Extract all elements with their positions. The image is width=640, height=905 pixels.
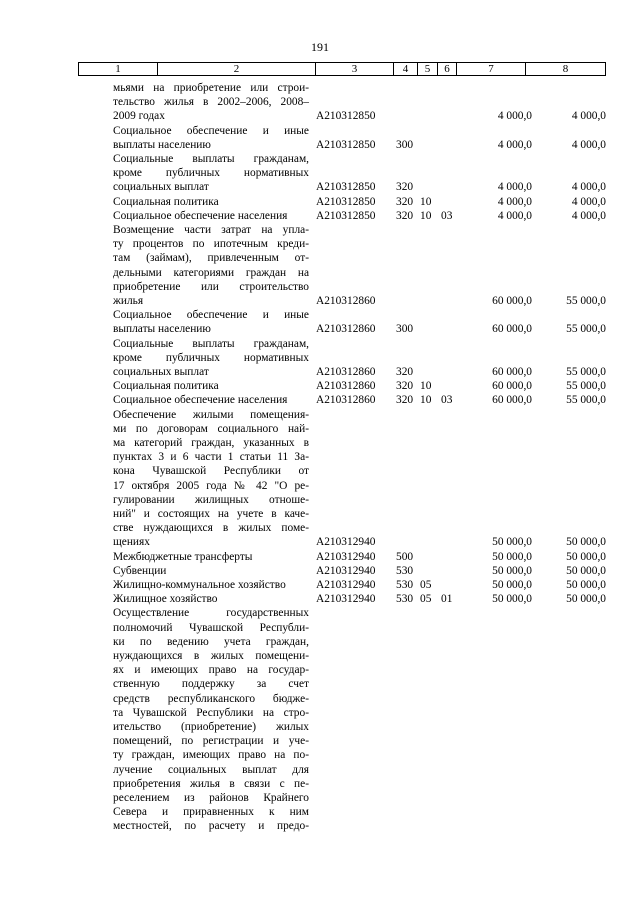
row-code: А210312860 (316, 323, 376, 336)
row-code: А210312940 (316, 564, 376, 577)
row-value-2014: 60 000,0 (492, 366, 532, 378)
row-value-2015: 55 000,0 (566, 366, 606, 378)
table-row (0, 152, 640, 166)
table-row (0, 692, 640, 706)
table-row (0, 209, 640, 223)
table-row (0, 791, 640, 805)
row-name: полномочий Чувашской Республи- (113, 621, 309, 634)
row-name: стве нуждающихся в жилых поме- (113, 522, 309, 535)
table-row (0, 748, 640, 762)
row-name: Субвенции (113, 564, 167, 577)
table-row (0, 521, 640, 535)
row-col5: 10 (420, 209, 432, 222)
row-name: ний" и состоящих на учете в каче- (113, 508, 309, 520)
row-col4: 500 (396, 550, 414, 563)
table-row (0, 223, 640, 237)
table-row (0, 95, 640, 109)
row-name: ях и имеющих право на государ- (113, 664, 309, 677)
table-row (0, 592, 640, 606)
row-code: А210312940 (316, 593, 376, 606)
table-row (0, 649, 640, 663)
row-value-2014: 60 000,0 (492, 394, 532, 407)
row-value-2014: 4 000,0 (497, 195, 532, 208)
row-name: лучение социальных выплат для (113, 763, 309, 776)
table-row (0, 450, 640, 464)
row-value-2015: 50 000,0 (566, 536, 606, 549)
row-col5: 10 (420, 380, 432, 393)
row-name: ту граждан, имеющих право на по- (113, 749, 309, 762)
table-row (0, 763, 640, 777)
row-value-2015: 50 000,0 (566, 579, 606, 591)
row-col5: 05 (420, 593, 432, 606)
row-value-2015: 50 000,0 (566, 564, 606, 577)
row-name: Социальные выплаты гражданам, (113, 153, 309, 165)
row-value-2015: 4 000,0 (571, 195, 606, 208)
row-name: тельство жилья в 2002–2006, 2008– (113, 96, 309, 109)
row-value-2015: 4 000,0 (571, 181, 606, 194)
row-value-2014: 60 000,0 (492, 295, 532, 307)
row-value-2014: 4 000,0 (497, 110, 532, 123)
table-row (0, 109, 640, 123)
row-code: А210312860 (316, 394, 376, 407)
row-name: ма категорий граждан, указанных в (113, 437, 309, 449)
row-name: Социальные выплаты гражданам, (113, 337, 309, 350)
row-code: А210312860 (316, 366, 376, 378)
row-name: выплаты населению (113, 323, 211, 336)
row-name: Обеспечение жилыми помещения- (113, 408, 309, 421)
row-name: Межбюджетные трансферты (113, 550, 253, 563)
table-row (0, 677, 640, 691)
row-name: социальных выплат (113, 181, 209, 194)
table-row (0, 621, 640, 635)
row-name: 2009 годах (113, 110, 165, 123)
row-name: Севера и приравненных к ним (113, 806, 309, 819)
row-col5: 10 (420, 394, 432, 407)
row-name: Возмещение части затрат на упла- (113, 224, 309, 236)
table-row (0, 180, 640, 194)
row-col4: 320 (396, 195, 414, 208)
table-row (0, 564, 640, 578)
row-name: выплаты населению (113, 138, 211, 151)
row-name: Социальное обеспечение и иные (113, 124, 309, 137)
row-name: средств республиканского бюдже- (113, 692, 309, 705)
row-name: ительство (приобретение) жилых (113, 721, 309, 733)
row-value-2015: 4 000,0 (571, 209, 606, 222)
row-code: А210312850 (316, 209, 376, 222)
table-row (0, 266, 640, 280)
table-row (0, 138, 640, 152)
row-col4: 320 (396, 209, 414, 222)
row-name: мьями на приобретение или строи- (113, 82, 309, 94)
row-value-2014: 50 000,0 (492, 564, 532, 577)
table-row (0, 81, 640, 95)
row-col4: 300 (396, 323, 414, 336)
table-row (0, 422, 640, 436)
table-row (0, 337, 640, 351)
row-name: ственную поддержку за счет (113, 678, 309, 691)
row-value-2014: 50 000,0 (492, 550, 532, 563)
header-col-6: 6 (437, 63, 456, 75)
row-name: ми по договорам социального най- (113, 422, 309, 435)
table-row (0, 635, 640, 649)
row-col5: 05 (420, 579, 432, 591)
table-row (0, 734, 640, 748)
row-name: пунктах 3 и 6 части 1 статьи 11 За- (113, 451, 309, 464)
row-value-2015: 55 000,0 (566, 323, 606, 336)
row-name: Социальное обеспечение и иные (113, 309, 309, 322)
row-value-2015: 4 000,0 (571, 110, 606, 123)
row-col4: 530 (396, 593, 414, 606)
row-code: А210312940 (316, 579, 376, 591)
row-value-2014: 50 000,0 (492, 593, 532, 606)
row-value-2014: 50 000,0 (492, 579, 532, 591)
row-name: Социальное обеспечение населения (113, 394, 288, 407)
table-row (0, 606, 640, 620)
table-row (0, 663, 640, 677)
row-name: приобретение или строительство (113, 280, 309, 293)
table-row (0, 706, 640, 720)
row-value-2014: 60 000,0 (492, 380, 532, 393)
row-name: гулировании жилищных отноше- (113, 493, 309, 506)
header-col-2: 2 (157, 63, 315, 75)
table-row (0, 408, 640, 422)
header-col-3: 3 (315, 63, 393, 75)
row-code: А210312940 (316, 536, 376, 549)
header-col-5: 5 (417, 63, 437, 75)
table-row (0, 805, 640, 819)
row-name: Осуществление государственных (113, 607, 309, 620)
header-col-1: 1 (115, 63, 121, 75)
table-row (0, 308, 640, 322)
row-name: жилья (113, 295, 144, 307)
row-name: Социальная политика (113, 195, 219, 208)
row-name: Жилищно-коммунальное хозяйство (113, 579, 286, 591)
row-col4: 320 (396, 181, 414, 194)
row-code: А210312850 (316, 181, 376, 194)
row-col4: 320 (396, 380, 414, 393)
row-name: там (займам), привлеченным от- (113, 252, 309, 265)
table-header (78, 62, 606, 76)
row-name: ту процентов по ипотечным креди- (113, 238, 309, 251)
table-row (0, 351, 640, 365)
row-name: кона Чувашской Республики от (113, 465, 309, 478)
row-name: Социальная политика (113, 380, 219, 393)
row-value-2015: 55 000,0 (566, 295, 606, 307)
header-col-4: 4 (393, 63, 417, 75)
row-col5: 10 (420, 195, 432, 208)
page-number: 191 (311, 40, 329, 54)
table-row (0, 365, 640, 379)
table-row (0, 166, 640, 180)
table-row (0, 124, 640, 138)
row-name: дельными категориями граждан на (113, 266, 309, 279)
row-col4: 320 (396, 366, 414, 378)
table-row (0, 251, 640, 265)
table-row (0, 195, 640, 209)
row-code: А210312860 (316, 295, 376, 307)
table-row (0, 493, 640, 507)
row-col4: 300 (396, 138, 414, 151)
row-name: кроме публичных нормативных (113, 167, 309, 180)
table-row (0, 436, 640, 450)
row-value-2014: 4 000,0 (497, 138, 532, 151)
row-name: ки по ведению учета граждан, (113, 635, 309, 648)
row-value-2015: 50 000,0 (566, 593, 606, 606)
row-name: кроме публичных нормативных (113, 351, 309, 364)
row-name: щениях (113, 536, 150, 549)
row-name: та Чувашской Республики на стро- (113, 706, 309, 719)
table-row (0, 464, 640, 478)
table-row (0, 393, 640, 407)
row-col4: 530 (396, 579, 414, 591)
header-col-8: 8 (525, 63, 605, 75)
table-row (0, 550, 640, 564)
table-row (0, 322, 640, 336)
row-code: А210312940 (316, 550, 376, 563)
row-name: помещений, по регистрации и уче- (113, 735, 309, 748)
table-row (0, 294, 640, 308)
row-value-2015: 55 000,0 (566, 380, 606, 393)
row-code: А210312860 (316, 380, 376, 393)
table-row (0, 819, 640, 833)
row-col4: 530 (396, 564, 414, 577)
row-col6: 03 (441, 394, 453, 407)
table-row (0, 237, 640, 251)
table-row (0, 777, 640, 791)
row-code: А210312850 (316, 138, 376, 151)
table-row (0, 507, 640, 521)
row-name: Социальное обеспечение населения (113, 209, 288, 222)
row-col4: 320 (396, 394, 414, 407)
row-code: А210312850 (316, 195, 376, 208)
row-value-2014: 4 000,0 (497, 209, 532, 222)
row-name: Жилищное хозяйство (113, 593, 218, 606)
row-name: реселением из районов Крайнего (113, 792, 309, 804)
row-value-2015: 4 000,0 (571, 138, 606, 151)
row-name: местностей, по расчету и предо- (113, 820, 309, 833)
row-name: 17 октября 2005 года № 42 "О ре- (113, 479, 309, 492)
row-value-2015: 50 000,0 (566, 550, 606, 563)
row-name: социальных выплат (113, 366, 209, 378)
row-name: нуждающихся в жилых помещени- (113, 650, 309, 662)
row-value-2015: 55 000,0 (566, 394, 606, 407)
row-name: приобретения жилья в связи с пе- (113, 777, 309, 790)
row-code: А210312850 (316, 110, 376, 123)
table-row (0, 578, 640, 592)
header-col-7: 7 (456, 63, 525, 75)
table-row (0, 479, 640, 493)
row-col6: 01 (441, 593, 453, 606)
row-value-2014: 60 000,0 (492, 323, 532, 336)
row-col6: 03 (441, 209, 453, 222)
table-row (0, 535, 640, 549)
row-value-2014: 50 000,0 (492, 536, 532, 549)
table-row (0, 720, 640, 734)
table-row (0, 280, 640, 294)
table-row (0, 379, 640, 393)
row-value-2014: 4 000,0 (497, 181, 532, 194)
